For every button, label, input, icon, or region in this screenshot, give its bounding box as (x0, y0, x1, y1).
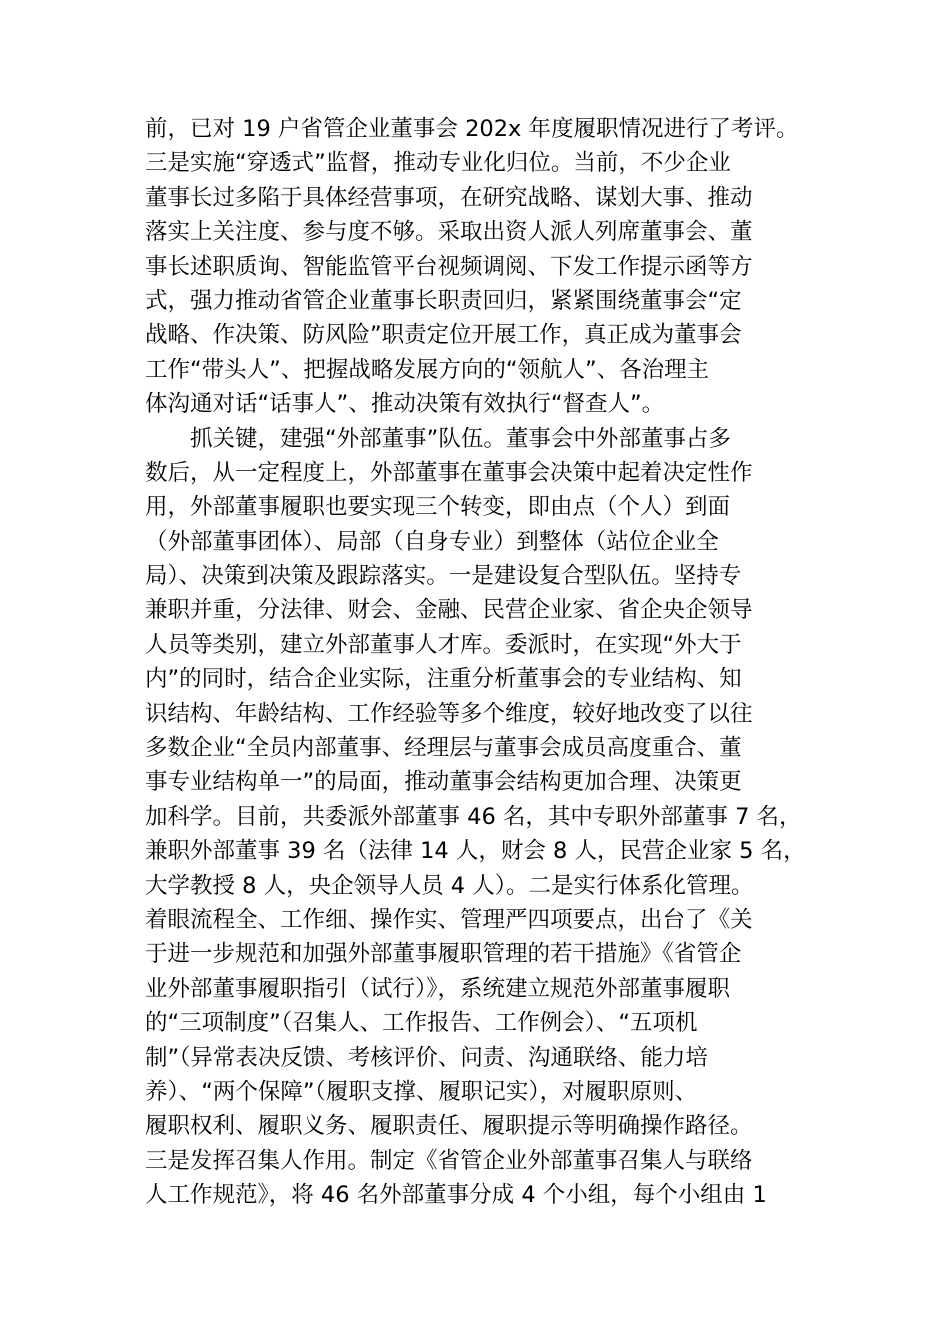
text-line: 于进一步规范和加强外部董事履职管理的若干措施》《省管企 (145, 941, 742, 968)
paragraph-start-line: 抓关键，建强“外部董事”队伍。董事会中外部董事占多 (190, 425, 731, 452)
text-line: 落实上关注度、参与度不够。采取出资人派人列席董事会、董 (145, 219, 753, 246)
text-line: 养）、“两个保障”（履职支撑、履职记实），对履职原则、 (145, 1078, 698, 1105)
text-line: 内”的同时，结合企业实际，注重分析董事会的专业结构、知 (145, 666, 742, 693)
text-line: 识结构、年龄结构、工作经验等多个维度，较好地改变了以往 (145, 700, 753, 727)
text-line: 人员等类别，建立外部董事人才库。委派时，在实现“外大于 (145, 631, 742, 658)
text-line: 局）、决策到决策及跟踪落实。一是建设复合型队伍。坚持专 (145, 563, 742, 590)
text-line: 兼职外部董事 39 名（法律 14 人，财会 8 人，民营企业家 5 名， (145, 838, 806, 865)
text-line: 人工作规范》，将 46 名外部董事分成 4 个小组，每个小组由 1 (145, 1182, 767, 1209)
text-line: 大学教授 8 人，央企领导人员 4 人）。二是实行体系化管理。 (145, 872, 754, 899)
text-line: 式，强力推动省管企业董事长职责回归，紧紧围绕董事会“定 (145, 287, 742, 314)
text-line: 三是实施“穿透式”监督，推动专业化归位。当前，不少企业 (145, 150, 731, 177)
text-line: 体沟通对话“话事人”、推动决策有效执行“督查人”。 (145, 391, 665, 418)
text-line: 战略、作决策、防风险”职责定位开展工作，真正成为董事会 (145, 322, 742, 349)
text-line: 三是发挥召集人作用。制定《省管企业外部董事召集人与联络 (145, 1147, 753, 1174)
body-text (145, 112, 845, 1213)
text-line: 的“三项制度”（召集人、工作报告、工作例会）、“五项机 (145, 1010, 698, 1037)
text-line: 多数企业“全员内部董事、经理层与董事会成员高度重合、董 (145, 735, 742, 762)
text-line: 数后，从一定程度上，外部董事在董事会决策中起着决定性作 (145, 459, 753, 486)
text-line: 兼职并重，分法律、财会、金融、民营企业家、省企央企领导 (145, 597, 753, 624)
text-line: 董事长过多陷于具体经营事项，在研究战略、谋划大事、推动 (145, 184, 753, 211)
text-line: 业外部董事履职指引（试行）》，系统建立规范外部董事履职 (145, 975, 731, 1002)
text-line: 前，已对 19 户省管企业董事会 202x 年度履职情况进行了考评。 (145, 116, 799, 142)
text-line: 用，外部董事履职也要实现三个转变，即由点（个人）到面 (145, 494, 731, 521)
text-line: 事长述职质询、智能监管平台视频调阅、下发工作提示函等方 (145, 253, 753, 280)
text-line: 加科学。目前，共委派外部董事 46 名，其中专职外部董事 7 名， (145, 803, 802, 830)
text-line: （外部董事团体）、局部（自身专业）到整体（站位企业全 (145, 528, 719, 555)
text-line: 制”（异常表决反馈、考核评价、问责、沟通联络、能力培 (145, 1044, 708, 1071)
text-line: 着眼流程全、工作细、操作实、管理严四项要点，出台了《关 (145, 906, 753, 933)
text-line: 履职权利、履职义务、履职责任、履职提示等明确操作路径。 (145, 1113, 753, 1140)
text-line: 事专业结构单一”的局面，推动董事会结构更加合理、决策更 (145, 769, 742, 796)
text-line: 工作“带头人”、把握战略发展方向的“领航人”、各治理主 (145, 356, 710, 383)
